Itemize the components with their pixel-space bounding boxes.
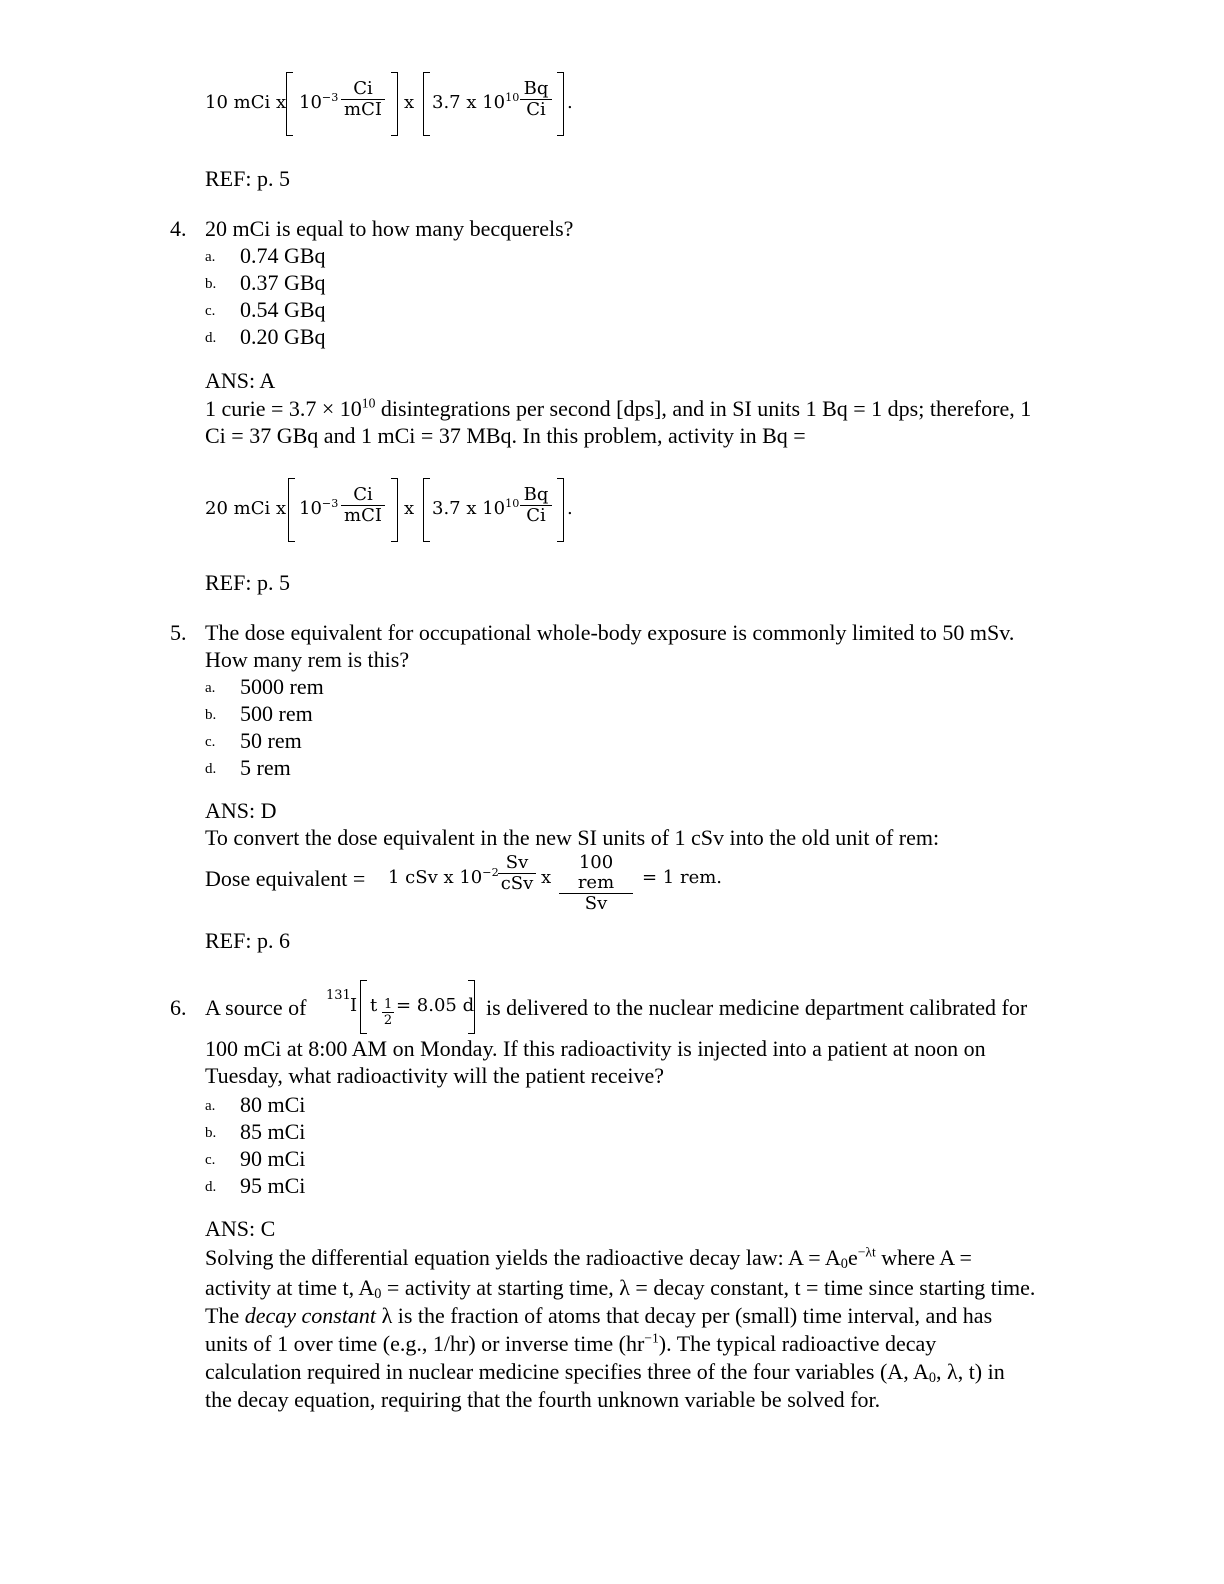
eq-times: x: [541, 867, 552, 888]
bracket-left: [286, 72, 293, 136]
eq-power: $10^{-3}$: [299, 91, 339, 113]
option-text: 95 mCi: [240, 1173, 306, 1198]
question-stem: is delivered to the nuclear medicine department calibrated for: [486, 995, 1028, 1020]
bracket-left: [423, 478, 430, 542]
eq-times: x: [404, 92, 415, 113]
eq-constant: 3.7 x $10^{10}$: [432, 497, 520, 519]
bracket-right: [468, 980, 475, 1034]
option-letter: a.: [205, 680, 216, 696]
option-text: 0.54 GBq: [240, 297, 326, 322]
question-stem: Tuesday, what radioactivity will the patient receive?: [205, 1063, 665, 1088]
bracket-right: [557, 478, 564, 542]
question-number: 6.: [170, 995, 187, 1020]
eq-fraction-ci-mci: Ci mCI: [341, 79, 385, 120]
option-text: 90 mCi: [240, 1146, 306, 1171]
eq-power: $10^{-3}$: [299, 497, 339, 519]
question-stem: 20 mCi is equal to how many becquerels?: [205, 216, 574, 241]
bracket-left: [423, 72, 430, 136]
explanation-line: Solving the differential equation yields the radioactive decay law: $A = A_0e^{-\lambda t}$ where A =: [205, 1244, 972, 1272]
bracket-right: [557, 72, 564, 136]
eq-fraction-bq-ci: $\frac{Bq}{Ci}$: [520, 79, 552, 120]
option-letter: b.: [205, 1125, 217, 1141]
eq-fraction-ci-mci: Ci mCI: [341, 485, 385, 526]
question-stem: A source of: [205, 995, 307, 1020]
option-letter: b.: [205, 707, 217, 723]
eq-fraction-bq-ci: $\frac{Bq}{Ci}$: [520, 485, 552, 526]
option-letter: d.: [205, 330, 217, 346]
option-letter: c.: [205, 303, 216, 319]
option-text: 0.20 GBq: [240, 324, 326, 349]
eq-lead: 10 mCi x: [205, 92, 287, 113]
option-letter: c.: [205, 1152, 216, 1168]
question-stem: The dose equivalent for occupational whole-body exposure is commonly limited to 50 mSv.: [205, 620, 1015, 645]
option-letter: a.: [205, 249, 216, 265]
explanation-line: 1 curie = $3.7 \times 10^{10}$ disintegrations per second [dps], and in SI units 1 Bq = 1 dps; therefore, 1: [205, 395, 1032, 421]
reference: REF: p. 5: [205, 570, 290, 595]
option-letter: c.: [205, 734, 216, 750]
question-stem: 100 mCi at 8:00 AM on Monday. If this radioactivity is injected into a patient at noon on: [205, 1036, 986, 1061]
isotope-element: I: [350, 995, 358, 1016]
explanation-line: calculation required in nuclear medicine specifies three of the four variables (A, $A_0$, λ, t) in: [205, 1359, 1005, 1386]
question-number: 4.: [170, 216, 187, 241]
half-life-value: = 8.05 d: [396, 995, 475, 1016]
answer: ANS: C: [205, 1216, 276, 1241]
half-life-t: t: [370, 995, 378, 1016]
bracket-right: [391, 72, 398, 136]
eq-label: Dose equivalent =: [205, 866, 366, 891]
bracket-left: [360, 980, 367, 1034]
question-number: 5.: [170, 620, 187, 645]
eq-constant: 3.7 x $10^{10}$: [432, 91, 520, 113]
explanation-line: activity at time t, $A_0$ = activity at starting time, λ = decay constant, t = time since starting time.: [205, 1275, 1036, 1302]
answer: ANS: A: [205, 368, 276, 393]
eq-end: .: [567, 92, 573, 113]
eq-fraction-rem-sv: 100 rem Sv: [559, 853, 633, 914]
option-letter: d.: [205, 761, 217, 777]
reference: REF: p. 6: [205, 928, 290, 953]
eq-result: = 1 rem.: [642, 867, 723, 888]
explanation-line: the decay equation, requiring that the fourth unknown variable be solved for.: [205, 1387, 881, 1412]
explanation-line: The decay constant λ is the fraction of atoms that decay per (small) time interval, and has: [205, 1303, 993, 1328]
option-text: 85 mCi: [240, 1119, 306, 1144]
bracket-left: [288, 478, 295, 542]
explanation-line: Ci = 37 GBq and 1 mCi = 37 MBq. In this problem, activity in Bq =: [205, 423, 806, 448]
option-text: 0.74 GBq: [240, 243, 326, 268]
option-letter: a.: [205, 1098, 216, 1114]
option-text: 500 rem: [240, 701, 313, 726]
ref-prev: REF: p. 5: [205, 166, 290, 191]
option-text: 50 rem: [240, 728, 302, 753]
eq-lead: 20 mCi x: [205, 498, 287, 519]
half-fraction: $\frac{1}{2}$: [383, 997, 393, 1028]
option-letter: d.: [205, 1179, 217, 1195]
option-letter: b.: [205, 276, 217, 292]
isotope-mass-number: 131: [326, 988, 351, 1003]
option-text: 5 rem: [240, 755, 291, 780]
option-text: 5000 rem: [240, 674, 324, 699]
eq-term: 1 cSv x $10^{-2}$: [388, 866, 499, 888]
eq-fraction-sv-csv: Sv cSv: [498, 853, 536, 894]
option-text: 0.37 GBq: [240, 270, 326, 295]
explanation-line: units of 1 over time (e.g., 1/hr) or inverse time $(hr^{-1})$. The typical radioactive decay: [205, 1330, 937, 1356]
eq-times: x: [404, 498, 415, 519]
answer: ANS: D: [205, 798, 277, 823]
eq-end: .: [567, 498, 573, 519]
question-stem: How many rem is this?: [205, 647, 410, 672]
explanation-line: To convert the dose equivalent in the new SI units of 1 cSv into the old unit of rem:: [205, 825, 940, 850]
option-text: 80 mCi: [240, 1092, 306, 1117]
bracket-right: [391, 478, 398, 542]
